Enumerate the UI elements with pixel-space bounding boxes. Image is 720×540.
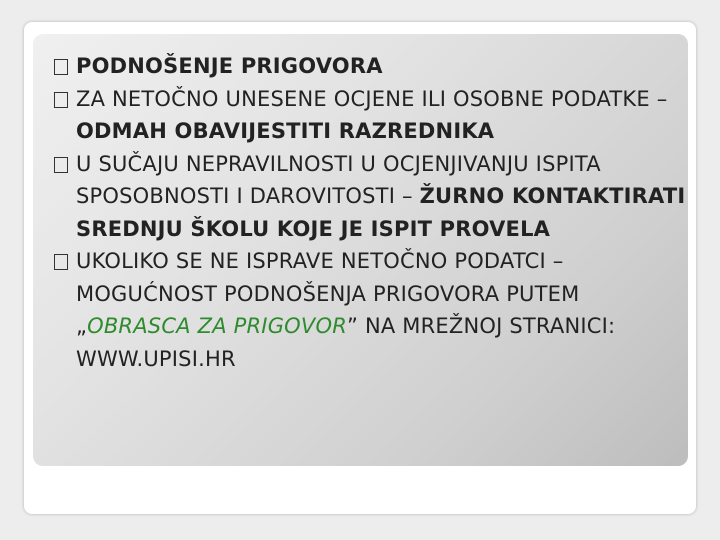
bullet-list — [54, 50, 694, 375]
bullet-text-part: ” NA MREŽNOJ STRANICI: WWW.UPISI.HR — [76, 314, 616, 371]
bullet-text-part: U SUČAJU NEPRAVILNOSTI U OCJENJIVANJU ISPITA SPOSOBNOSTI I DAROVITOSTI – — [76, 151, 601, 208]
bullet-text-part: ŽURNO KONTAKTIRATI SREDNJU ŠKOLU KOJE JE ISPIT PROVELA — [76, 184, 686, 241]
square-bullet-icon — [54, 254, 68, 270]
bullet-text-part: ODMAH OBAVIJESTITI RAZREDNIKA — [76, 119, 495, 143]
bullet-item-podnosenje — [54, 50, 694, 83]
obrazac-link-text: OBRASCA ZA PRIGOVOR — [87, 314, 347, 338]
bullet-item-obrazac — [54, 245, 694, 375]
bullet-item-netocno-uneseni — [54, 83, 694, 148]
bullet-item-nepravilnosti — [54, 148, 694, 246]
square-bullet-icon — [54, 157, 68, 173]
bullet-text-part: PODNOŠENJE PRIGOVORA — [76, 54, 383, 78]
bullet-text-part: UKOLIKO SE NE ISPRAVE NETOČNO PODATCI – MOGUĆNOST PODNOŠENJA PRIGOVORA PUTEM „ — [76, 249, 580, 338]
square-bullet-icon — [54, 59, 68, 75]
bullet-text-part: ZA NETOČNO UNESENE OCJENE ILI OSOBNE PODATKE – — [76, 86, 668, 111]
square-bullet-icon — [54, 92, 68, 108]
